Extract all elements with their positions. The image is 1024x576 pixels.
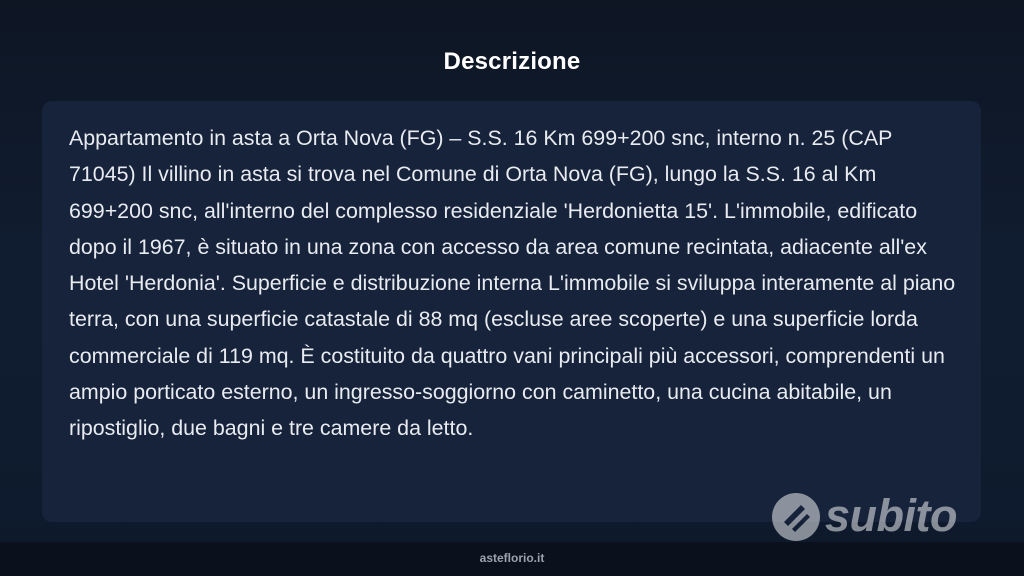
description-card <box>42 101 981 522</box>
subito-logo-icon <box>771 492 821 542</box>
footer-domain: asteflorio.it <box>479 551 545 565</box>
subito-wordmark: subito <box>825 490 957 541</box>
subito-watermark <box>771 488 976 546</box>
page-title: Descrizione <box>443 48 581 75</box>
description-text: Appartamento in asta a Orta Nova (FG) – S.S. 16 Km 699+200 snc, interno n. 25 (CAP 71045) Il villino in asta si trova nel Comune di Orta Nova (FG), lungo la S.S. 16 al Km 699+200 snc, all'interno del complesso residenziale 'Herdonietta 15'. L'immobile, edificato dopo il 1967, è situato in una zona con accesso da area comune recintata, adiacente all'ex Hotel 'Herdonia'. Superficie e distribuzione interna L'immobile si sviluppa interamente al piano terra, con una superficie catastale di 88 mq (escluse aree scoperte) e una superficie lorda commerciale di 119 mq. È costituito da quattro vani principali più accessori, comprendenti un ampio porticato esterno, un ingresso-soggiorno con caminetto, una cucina abitabile, un ripostiglio, due bagni e tre camere da letto. <box>69 126 956 441</box>
